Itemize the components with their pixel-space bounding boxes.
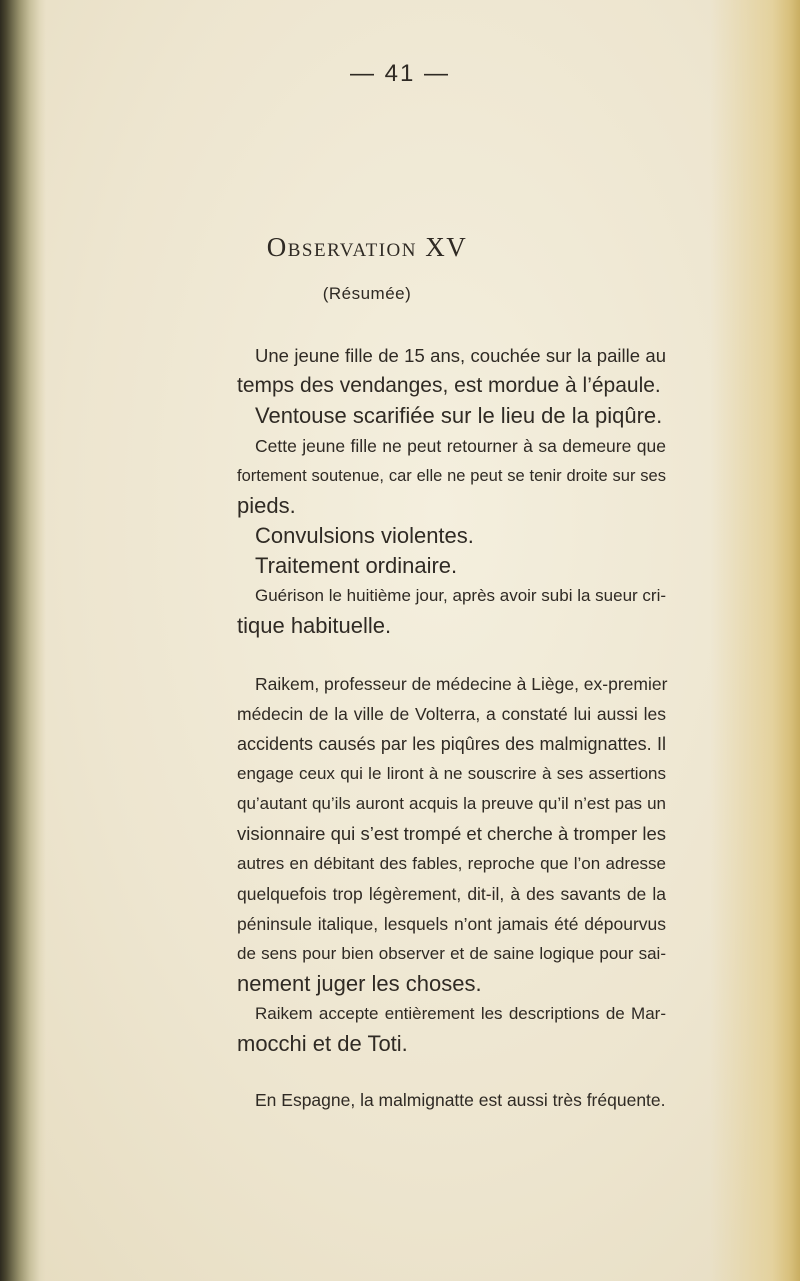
text-line: pieds. bbox=[237, 493, 296, 518]
text-line: Raikem accepte entièrement les descriptions de Mar- bbox=[255, 1004, 666, 1023]
text-line: mocchi et de Toti. bbox=[237, 1031, 408, 1056]
text-line: Ventouse scarifiée sur le lieu de la piqûre. bbox=[255, 403, 663, 428]
text-line: Raikem, professeur de médecine à Liège, ex-premier bbox=[255, 674, 668, 694]
text-line: médecin de la ville de Volterra, a constaté lui aussi les bbox=[237, 704, 666, 724]
text-line: quelquefois trop légèrement, dit-il, à des savants de la bbox=[237, 884, 666, 904]
text-line: nement juger les choses. bbox=[237, 971, 482, 996]
text-line: visionnaire qui s’est trompé et cherche à tromper les bbox=[237, 823, 666, 844]
text-line: qu’autant qu’ils auront acquis la preuve qu’il n’est pas un bbox=[237, 794, 666, 813]
page-number: — 41 — bbox=[349, 60, 451, 87]
observation-subheading: (Résumée) bbox=[322, 284, 412, 303]
text-line: autres en débitant des fables, reproche que l’on adresse bbox=[237, 854, 666, 873]
text-line: Guérison le huitième jour, après avoir subi la sueur cri- bbox=[255, 586, 667, 605]
text-line: fortement soutenue, car elle ne peut se tenir droite sur ses bbox=[237, 467, 666, 485]
text-line: Cette jeune fille ne peut retourner à sa demeure que bbox=[255, 436, 666, 456]
observation-heading: Observation XV bbox=[266, 232, 468, 262]
text-line: tique habituelle. bbox=[237, 613, 392, 638]
text-line: engage ceux qui le liront à ne souscrire à ses assertions bbox=[237, 764, 666, 783]
text-line: péninsule italique, lesquels n’ont jamais été dépourvus bbox=[237, 914, 666, 934]
text-line: accidents causés par les piqûres des malmignattes. Il bbox=[237, 734, 666, 754]
text-line: Une jeune fille de 15 ans, couchée sur la paille au bbox=[255, 345, 666, 366]
text-line: Traitement ordinaire. bbox=[255, 553, 458, 578]
text-line: Convulsions violentes. bbox=[255, 523, 474, 548]
text-line: temps des vendanges, est mordue à l’épaule. bbox=[237, 374, 661, 397]
text-line: de sens pour bien observer et de saine logique pour sai- bbox=[237, 944, 666, 963]
text-line: En Espagne, la malmignatte est aussi très fréquente. bbox=[255, 1090, 666, 1110]
